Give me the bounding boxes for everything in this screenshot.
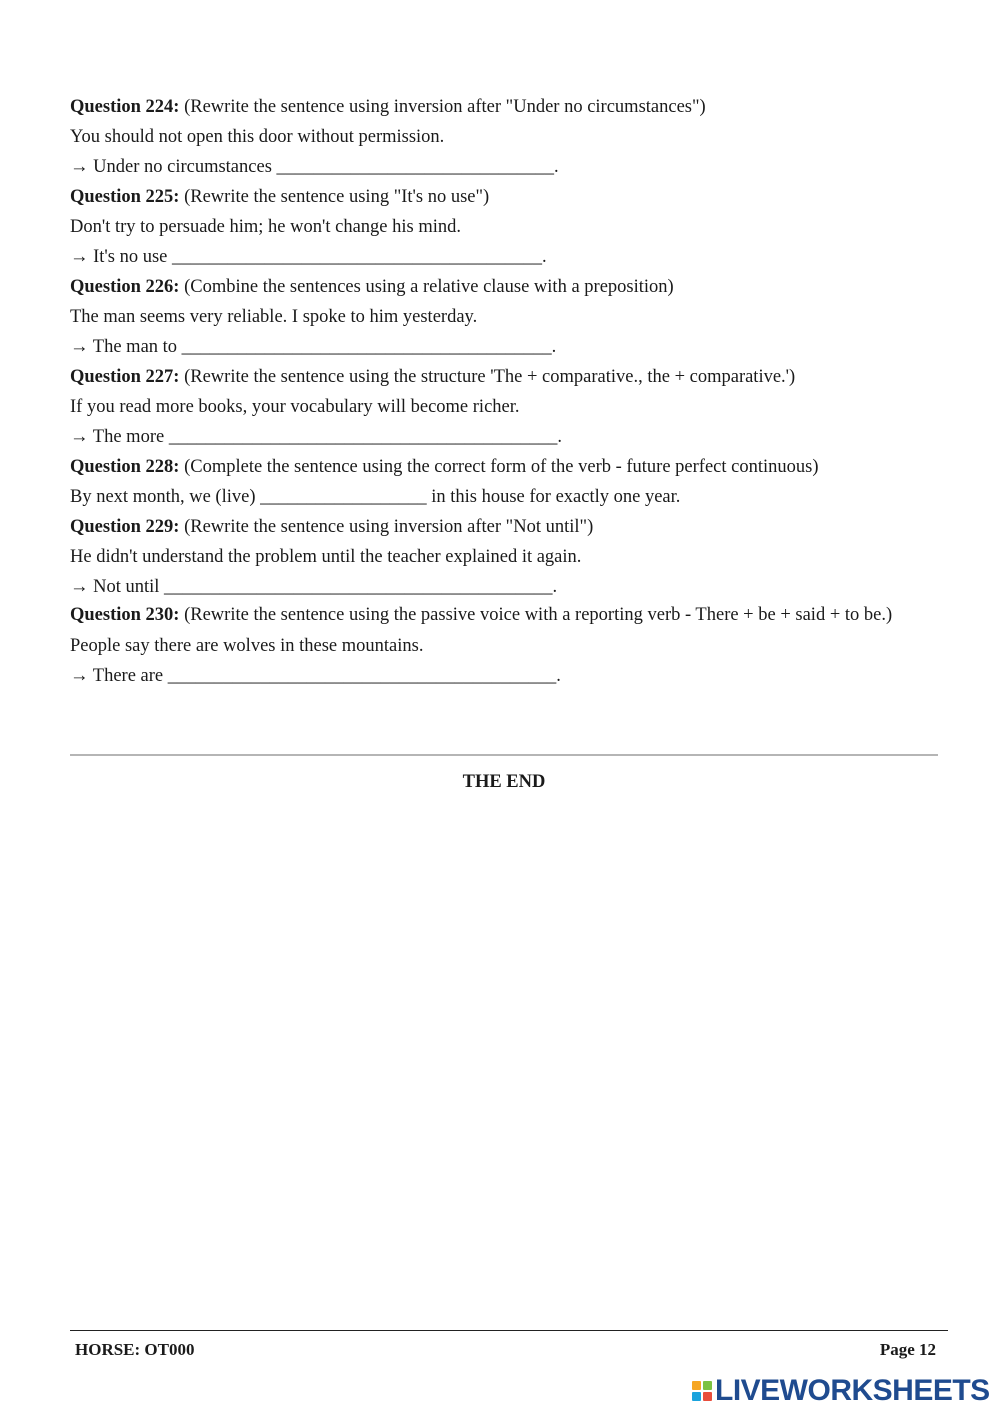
worksheet-body: [70, 92, 938, 691]
question-226-header: [70, 272, 938, 302]
liveworksheets-logo-icon: [692, 1381, 712, 1401]
question-227-answer: [70, 422, 938, 452]
answer-suffix: .: [542, 247, 547, 267]
the-end-heading: THE END: [462, 772, 546, 792]
question-label: Question 229:: [70, 517, 180, 537]
question-230-answer: [70, 661, 938, 691]
question-227-prompt: If you read more books, your vocabulary will become richer.: [70, 397, 520, 417]
question-228-prompt: [70, 482, 938, 512]
question-label: Question 227:: [70, 367, 180, 387]
answer-suffix: .: [552, 577, 558, 597]
logo-tile: [692, 1381, 701, 1390]
question-instruction: (Rewrite the sentence using "It's no use"): [179, 187, 490, 207]
prompt-after: in this house for exactly one year.: [426, 487, 681, 507]
section-divider: [70, 754, 938, 756]
question-227-header: [70, 362, 938, 392]
answer-prefix: → There are: [70, 666, 168, 686]
question-230-prompt: People say there are wolves in these mountains.: [70, 636, 424, 656]
answer-prefix: → The more: [70, 427, 169, 447]
answer-blank[interactable]: ______________________________: [276, 157, 555, 177]
logo-tile: [703, 1392, 712, 1401]
answer-blank[interactable]: __________________: [260, 487, 427, 507]
answer-suffix: .: [557, 427, 562, 447]
logo-tile: [703, 1381, 712, 1390]
question-label: Question 230:: [70, 605, 180, 625]
footer-rule: [70, 1330, 948, 1331]
prompt-before: By next month, we (live): [70, 487, 261, 507]
question-instruction: (Rewrite the sentence using the structure 'The + comparative., the + comparative.'): [179, 367, 796, 387]
question-224-answer: [70, 152, 938, 182]
answer-prefix: → The man to: [70, 337, 182, 357]
question-225-answer: [70, 242, 938, 272]
question-225-header: [70, 182, 938, 212]
question-230-header: [70, 602, 938, 629]
answer-blank[interactable]: ________________________________________: [181, 337, 552, 357]
footer-code: HORSE: OT000: [75, 1340, 195, 1359]
question-label: Question 226:: [70, 277, 180, 297]
question-label: Question 228:: [70, 457, 180, 477]
question-instruction: (Rewrite the sentence using inversion after "Not until"): [179, 517, 594, 537]
answer-blank[interactable]: __________________________________________: [168, 427, 558, 447]
question-instruction: (Combine the sentences using a relative clause with a preposition): [179, 277, 674, 297]
answer-suffix: .: [556, 666, 561, 686]
logo-tile: [692, 1392, 701, 1401]
question-229-prompt: He didn't understand the problem until the teacher explained it again.: [70, 547, 582, 567]
question-224-header: [70, 92, 938, 122]
question-instruction: (Rewrite the sentence using inversion after "Under no circumstances"): [179, 97, 706, 117]
answer-blank[interactable]: ________________________________________: [172, 247, 542, 267]
question-229-answer: [70, 572, 938, 602]
answer-blank[interactable]: __________________________________________: [164, 577, 553, 597]
question-229-header: [70, 512, 938, 542]
liveworksheets-wordmark: LIVEWORKSHEETS: [715, 1374, 990, 1407]
question-226-answer: [70, 332, 938, 362]
question-instruction: (Complete the sentence using the correct form of the verb - future perfect continuous): [179, 457, 819, 477]
question-224-prompt: You should not open this door without permission.: [70, 127, 445, 147]
answer-prefix: → Under no circumstances: [70, 157, 277, 177]
question-228-header: [70, 452, 938, 482]
question-label: Question 224:: [70, 97, 180, 117]
question-instruction: (Rewrite the sentence using the passive voice with a reporting verb - There + be + said + to be.): [179, 605, 893, 625]
question-label: Question 225:: [70, 187, 180, 207]
answer-prefix: → It's no use: [70, 247, 172, 267]
answer-suffix: .: [554, 157, 559, 177]
question-225-prompt: Don't try to persuade him; he won't change his mind.: [70, 217, 461, 237]
question-226-prompt: The man seems very reliable. I spoke to him yesterday.: [70, 307, 478, 327]
answer-suffix: .: [551, 337, 557, 357]
answer-blank[interactable]: __________________________________________: [167, 666, 557, 686]
answer-prefix: → Not until: [70, 577, 165, 597]
page-number: Page 12: [879, 1340, 936, 1359]
liveworksheets-logo[interactable]: [692, 1373, 990, 1409]
